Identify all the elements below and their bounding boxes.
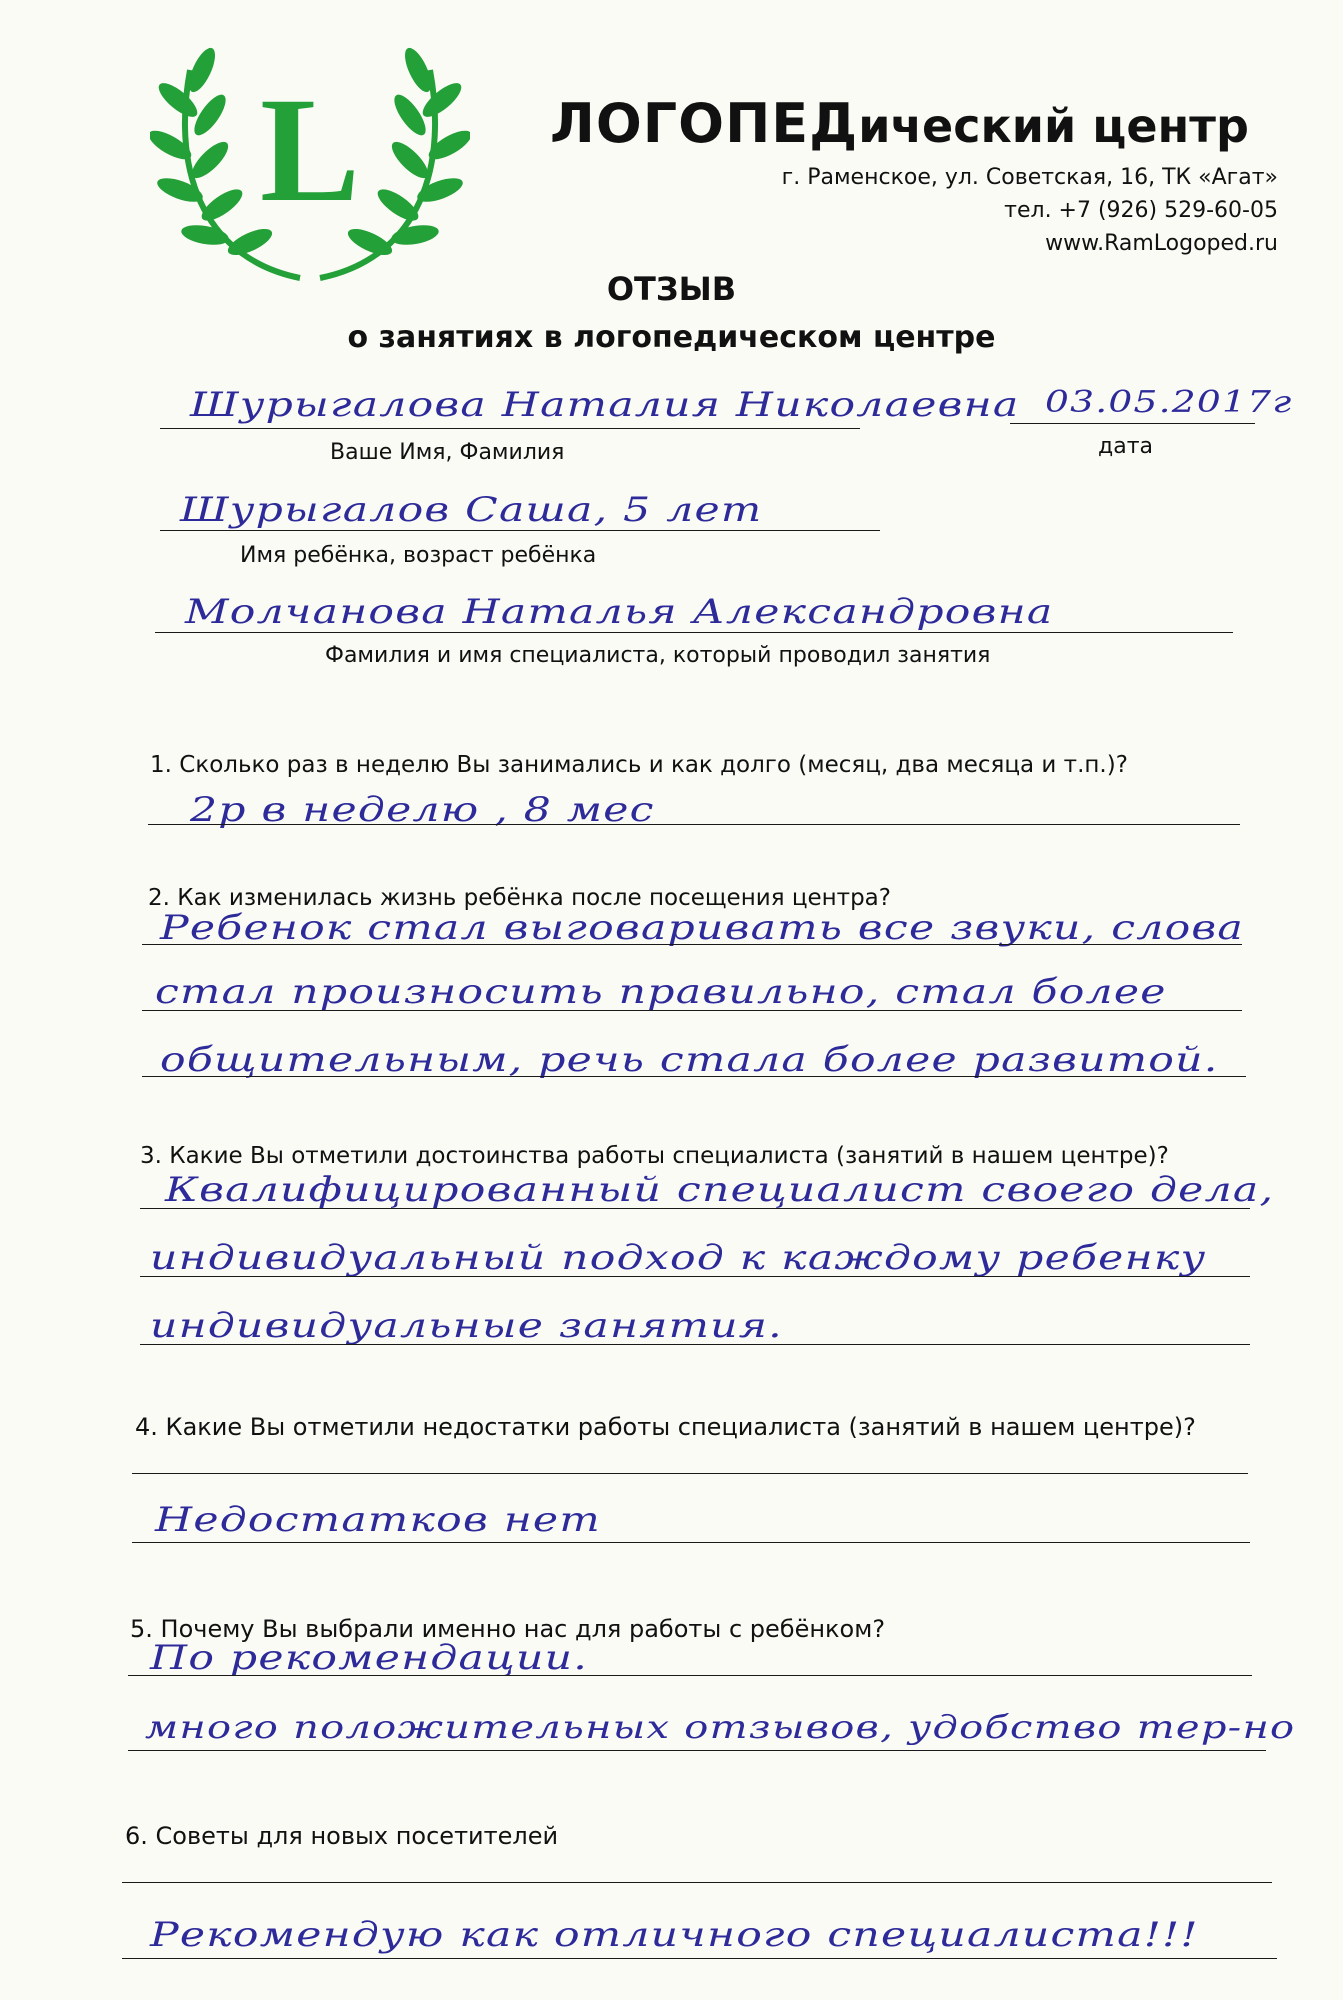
specialist-line bbox=[155, 632, 1233, 633]
name-label: Ваше Имя, Фамилия bbox=[330, 440, 565, 465]
answer-line bbox=[128, 1675, 1252, 1676]
answer-line bbox=[148, 824, 1240, 825]
svg-text:L: L bbox=[259, 67, 361, 233]
question-5: 5. Почему Вы выбрали именно нас для работы с ребёнком? bbox=[130, 1615, 886, 1643]
brand-name: ЛОГОПЕДический центр bbox=[550, 92, 1249, 155]
date-label: дата bbox=[1098, 434, 1153, 459]
answer-3-line-1: Квалифицированный специалист своего дела, bbox=[165, 1170, 1275, 1210]
answer-4-line-2: Недостатков нет bbox=[155, 1500, 601, 1540]
question-6: 6. Советы для новых посетителей bbox=[125, 1822, 559, 1850]
answer-1-line-1: 2р в неделю , 8 мес bbox=[190, 790, 655, 830]
answer-2-line-1: Ребенок стал выговаривать все звуки, слова bbox=[160, 908, 1244, 948]
question-1: 1. Сколько раз в неделю Вы занимались и как долго (месяц, два месяца и т.п.)? bbox=[150, 752, 1128, 778]
answer-2-line-3: общительным, речь стала более развитой. bbox=[160, 1040, 1219, 1080]
answer-line bbox=[128, 1750, 1266, 1751]
form-subtitle: о занятиях в логопедическом центре bbox=[347, 320, 996, 355]
answer-2-line-2: стал произносить правильно, стал более bbox=[155, 972, 1167, 1012]
answer-3-line-3: индивидуальные занятия. bbox=[150, 1306, 783, 1346]
answer-line bbox=[142, 1010, 1242, 1011]
answer-line bbox=[132, 1473, 1248, 1474]
date-line bbox=[1010, 423, 1255, 424]
answer-line bbox=[140, 1276, 1250, 1277]
answer-line bbox=[140, 1344, 1250, 1345]
name-value: Шурыгалова Наталия Николаевна bbox=[190, 385, 1020, 425]
name-line bbox=[160, 428, 860, 429]
date-value: 03.05.2017г bbox=[1045, 385, 1293, 420]
specialist-value: Молчанова Наталья Александровна bbox=[185, 592, 1054, 632]
answer-line bbox=[140, 1208, 1250, 1209]
question-4: 4. Какие Вы отметили недостатки работы специалиста (занятий в нашем центре)? bbox=[135, 1413, 1196, 1441]
question-2: 2. Как изменилась жизнь ребёнка после посещения центра? bbox=[148, 885, 891, 911]
answer-line bbox=[122, 1882, 1272, 1883]
phone: тел. +7 (926) 529-60-05 bbox=[1004, 198, 1278, 223]
form-title: ОТЗЫВ bbox=[606, 270, 737, 308]
specialist-label: Фамилия и имя специалиста, который проводил занятия bbox=[325, 643, 991, 668]
answer-5-line-2: много положительных отзывов, удобство тер-но bbox=[145, 1708, 1296, 1746]
child-line bbox=[160, 530, 880, 531]
answer-line bbox=[142, 1076, 1246, 1077]
question-3: 3. Какие Вы отметили достоинства работы специалиста (занятий в нашем центре)? bbox=[140, 1143, 1169, 1169]
answer-line bbox=[122, 1958, 1277, 1959]
child-value: Шурыгалов Саша, 5 лет bbox=[180, 490, 763, 530]
address: г. Раменское, ул. Советская, 16, ТК «Агат» bbox=[781, 165, 1278, 190]
answer-line bbox=[142, 944, 1242, 945]
answer-6-line-2: Рекомендую как отличного специалиста!!! bbox=[150, 1915, 1199, 1955]
laurel-logo-icon bbox=[150, 30, 470, 290]
website: www.RamLogoped.ru bbox=[1045, 231, 1278, 256]
child-label: Имя ребёнка, возраст ребёнка bbox=[240, 543, 597, 568]
answer-5-line-1: По рекомендации. bbox=[150, 1638, 589, 1678]
answer-line bbox=[132, 1542, 1250, 1543]
answer-3-line-2: индивидуальный подход к каждому ребенку bbox=[150, 1238, 1207, 1278]
